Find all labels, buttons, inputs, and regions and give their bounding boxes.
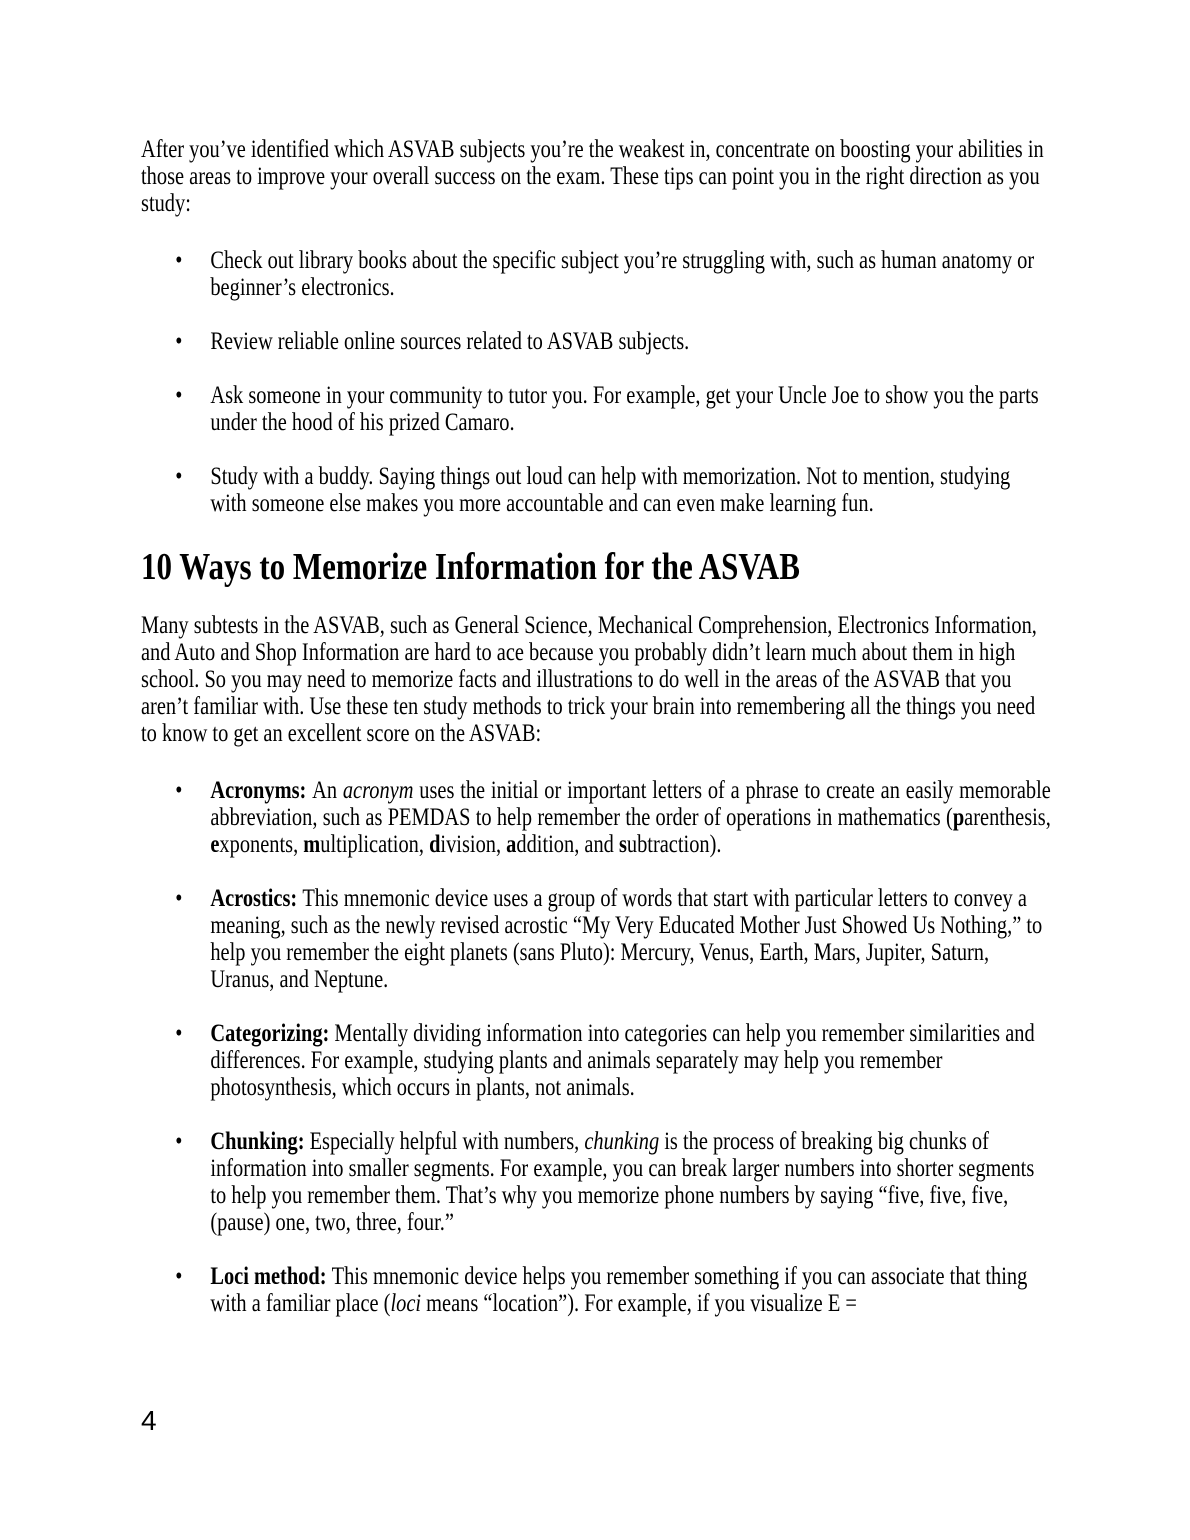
method-item-categorizing: • Categorizing: Mentally dividing information into categories can help you remember similarities and differences. For example, studying plants and animals separately may help you remember photosynthesis, which occurs in plants, not animals. [141, 1020, 1051, 1101]
method-item-acrostics: • Acrostics: This mnemonic device uses a group of words that start with particular letters to convey a meaning, such as the newly revised acrostic “My Very Educated Mother Just Showed Us Nothing,” to help you remember the eight planets (sans Pluto): Mercury, Venus, Earth, Mars, Jupiter, Saturn, Uranus, and Neptune. [141, 885, 1051, 993]
method-item-acronyms: • Acronyms: An acronym uses the initial or important letters of a phrase to create an easily memorable abbreviation, such as PEMDAS to help remember the order of operations in mathematics (parenthesis, exponents, multiplication, division, addition, and subtraction). [141, 777, 1051, 858]
page-number: 4 [141, 1405, 157, 1436]
page-content [141, 136, 1051, 1317]
method-item-chunking: • Chunking: Especially helpful with numbers, chunking is the process of breaking big chunks of information into smaller segments. For example, you can break larger numbers into shorter segments to help you remember them. That’s why you memorize phone numbers by saying “five, five, five, (pause) one, two, three, four.” [141, 1128, 1051, 1236]
methods-intro-paragraph: Many subtests in the ASVAB, such as General Science, Mechanical Comprehension, Electronics Information, and Auto and Shop Information are hard to ace because you probably didn’t learn much about them in high school. So you may need to memorize facts and illustrations to do well in the areas of the ASVAB that you aren’t familiar with. Use these ten study methods to trick your brain into remembering all the things you need to know to get an excellent score on the ASVAB: [141, 612, 1037, 747]
study-tip-item: • Ask someone in your community to tutor you. For example, get your Uncle Joe to show you the parts under the hood of his prized Camaro. [141, 382, 1051, 436]
study-tip-item: • Study with a buddy. Saying things out loud can help with memorization. Not to mention, studying with someone else makes you more accountable and can even make learning fun. [141, 463, 1051, 517]
method-item-loci: • Loci method: This mnemonic device helps you remember something if you can associate that thing with a familiar place (loci means “location”). For example, if you visualize E = [141, 1263, 1051, 1317]
memorize-methods-list [141, 777, 1051, 1317]
intro-paragraph: After you’ve identified which ASVAB subjects you’re the weakest in, concentrate on boosting your abilities in those areas to improve your overall success on the exam. These tips can point you in the right direction as you study: [141, 136, 1044, 217]
study-tips-list [141, 247, 1051, 517]
study-tip-item: • Check out library books about the specific subject you’re struggling with, such as human anatomy or beginner’s electronics. [141, 247, 1051, 301]
section-heading: 10 Ways to Memorize Information for the ASVAB [141, 546, 800, 588]
study-tip-item: • Review reliable online sources related to ASVAB subjects. [141, 328, 1051, 355]
